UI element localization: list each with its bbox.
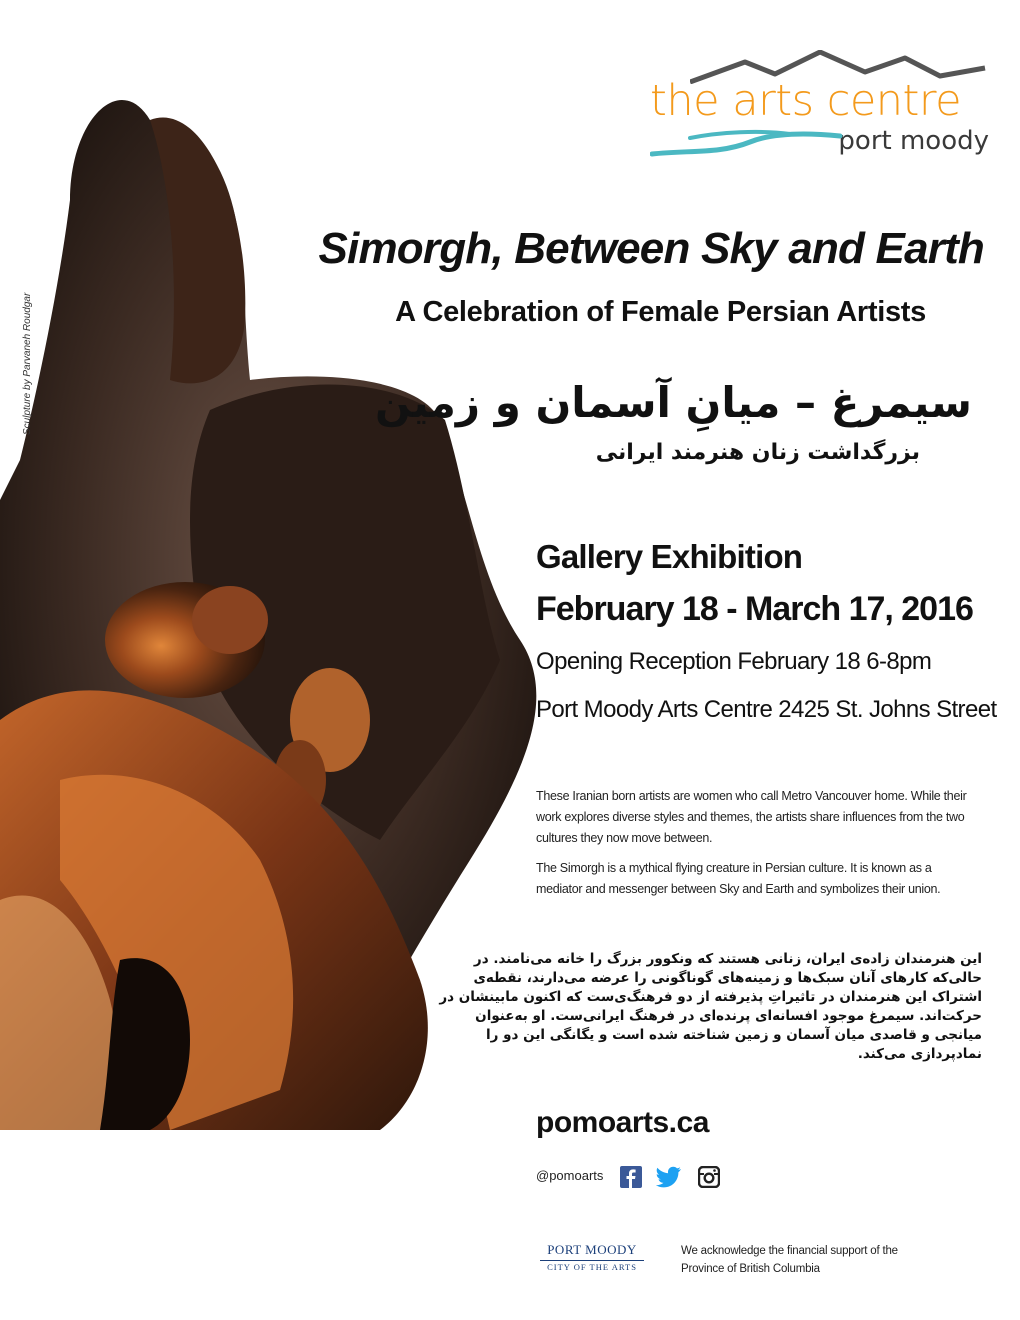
persian-paragraph: این هنرمندان زاده‌ی ایران، زنانی هستند که ونکوور بزرگ را خانه می‌نامند. در حالی‌که کارهای آنان سبک‌ها و زمینه‌های گوناگونی را عرضه می‌دارند، نقطه‌ی اشتراک این هنرمندان در تاثیراتِ پذیرفته از دو فرهنگ‌ی‌ست که اکنون مابینشان در حرکت‌اند. سیمرغ موجود افسانه‌ای پرنده‌ای در فرهنگ ایرانی‌ست. او به‌عنوان میانجی و قاصدی میان آسمان و زمین شناخته شده است و یگانگی این دو را نمادپردازی می‌کند. xyxy=(439,951,982,1062)
logo-main-text: the arts centre xyxy=(650,76,962,126)
facebook-icon[interactable] xyxy=(620,1166,642,1188)
website-link[interactable]: pomoarts.ca xyxy=(536,1106,709,1139)
city-logo-tagline: CITY OF THE ARTS xyxy=(540,1260,644,1272)
instagram-icon[interactable] xyxy=(698,1166,720,1188)
event-dates: February 18 - March 17, 2016 xyxy=(536,590,973,628)
city-logo-name: PORT MOODY xyxy=(547,1242,637,1257)
event-label: Gallery Exhibition xyxy=(536,538,803,575)
twitter-icon[interactable] xyxy=(656,1166,682,1188)
arts-centre-logo[interactable] xyxy=(650,50,995,180)
opening-reception: Opening Reception February 18 6-8pm xyxy=(536,648,932,675)
city-of-port-moody-logo[interactable] xyxy=(540,1242,644,1272)
wave-icon xyxy=(650,128,850,158)
persian-title: سیمرغ – میانِ آسمان و زمین xyxy=(374,378,972,427)
description-paragraph: These Iranian born artists are women who call Metro Vancouver home. While their work explores diverse styles and themes, the artists share influences from the two cultures they now move between. xyxy=(536,789,967,845)
exhibition-title: Simorgh, Between Sky and Earth xyxy=(318,224,984,273)
logo-sub-text: port moody xyxy=(838,126,989,156)
social-handle[interactable]: @pomoarts xyxy=(536,1168,604,1183)
persian-subtitle: بزرگداشت زنان هنرمند ایرانی xyxy=(595,440,920,465)
exhibition-subtitle: A Celebration of Female Persian Artists xyxy=(395,296,926,328)
simorgh-paragraph: The Simorgh is a mythical flying creature in Persian culture. It is known as a mediator and messenger between Sky and Earth and symbolizes their union. xyxy=(536,861,941,896)
event-location: Port Moody Arts Centre 2425 St. Johns Street xyxy=(536,696,997,723)
sculpture-credit: Sculpture by Parvaneh Roudgar xyxy=(22,292,33,435)
acknowledgement-text: We acknowledge the financial support of the Province of British Columbia xyxy=(681,1245,898,1275)
